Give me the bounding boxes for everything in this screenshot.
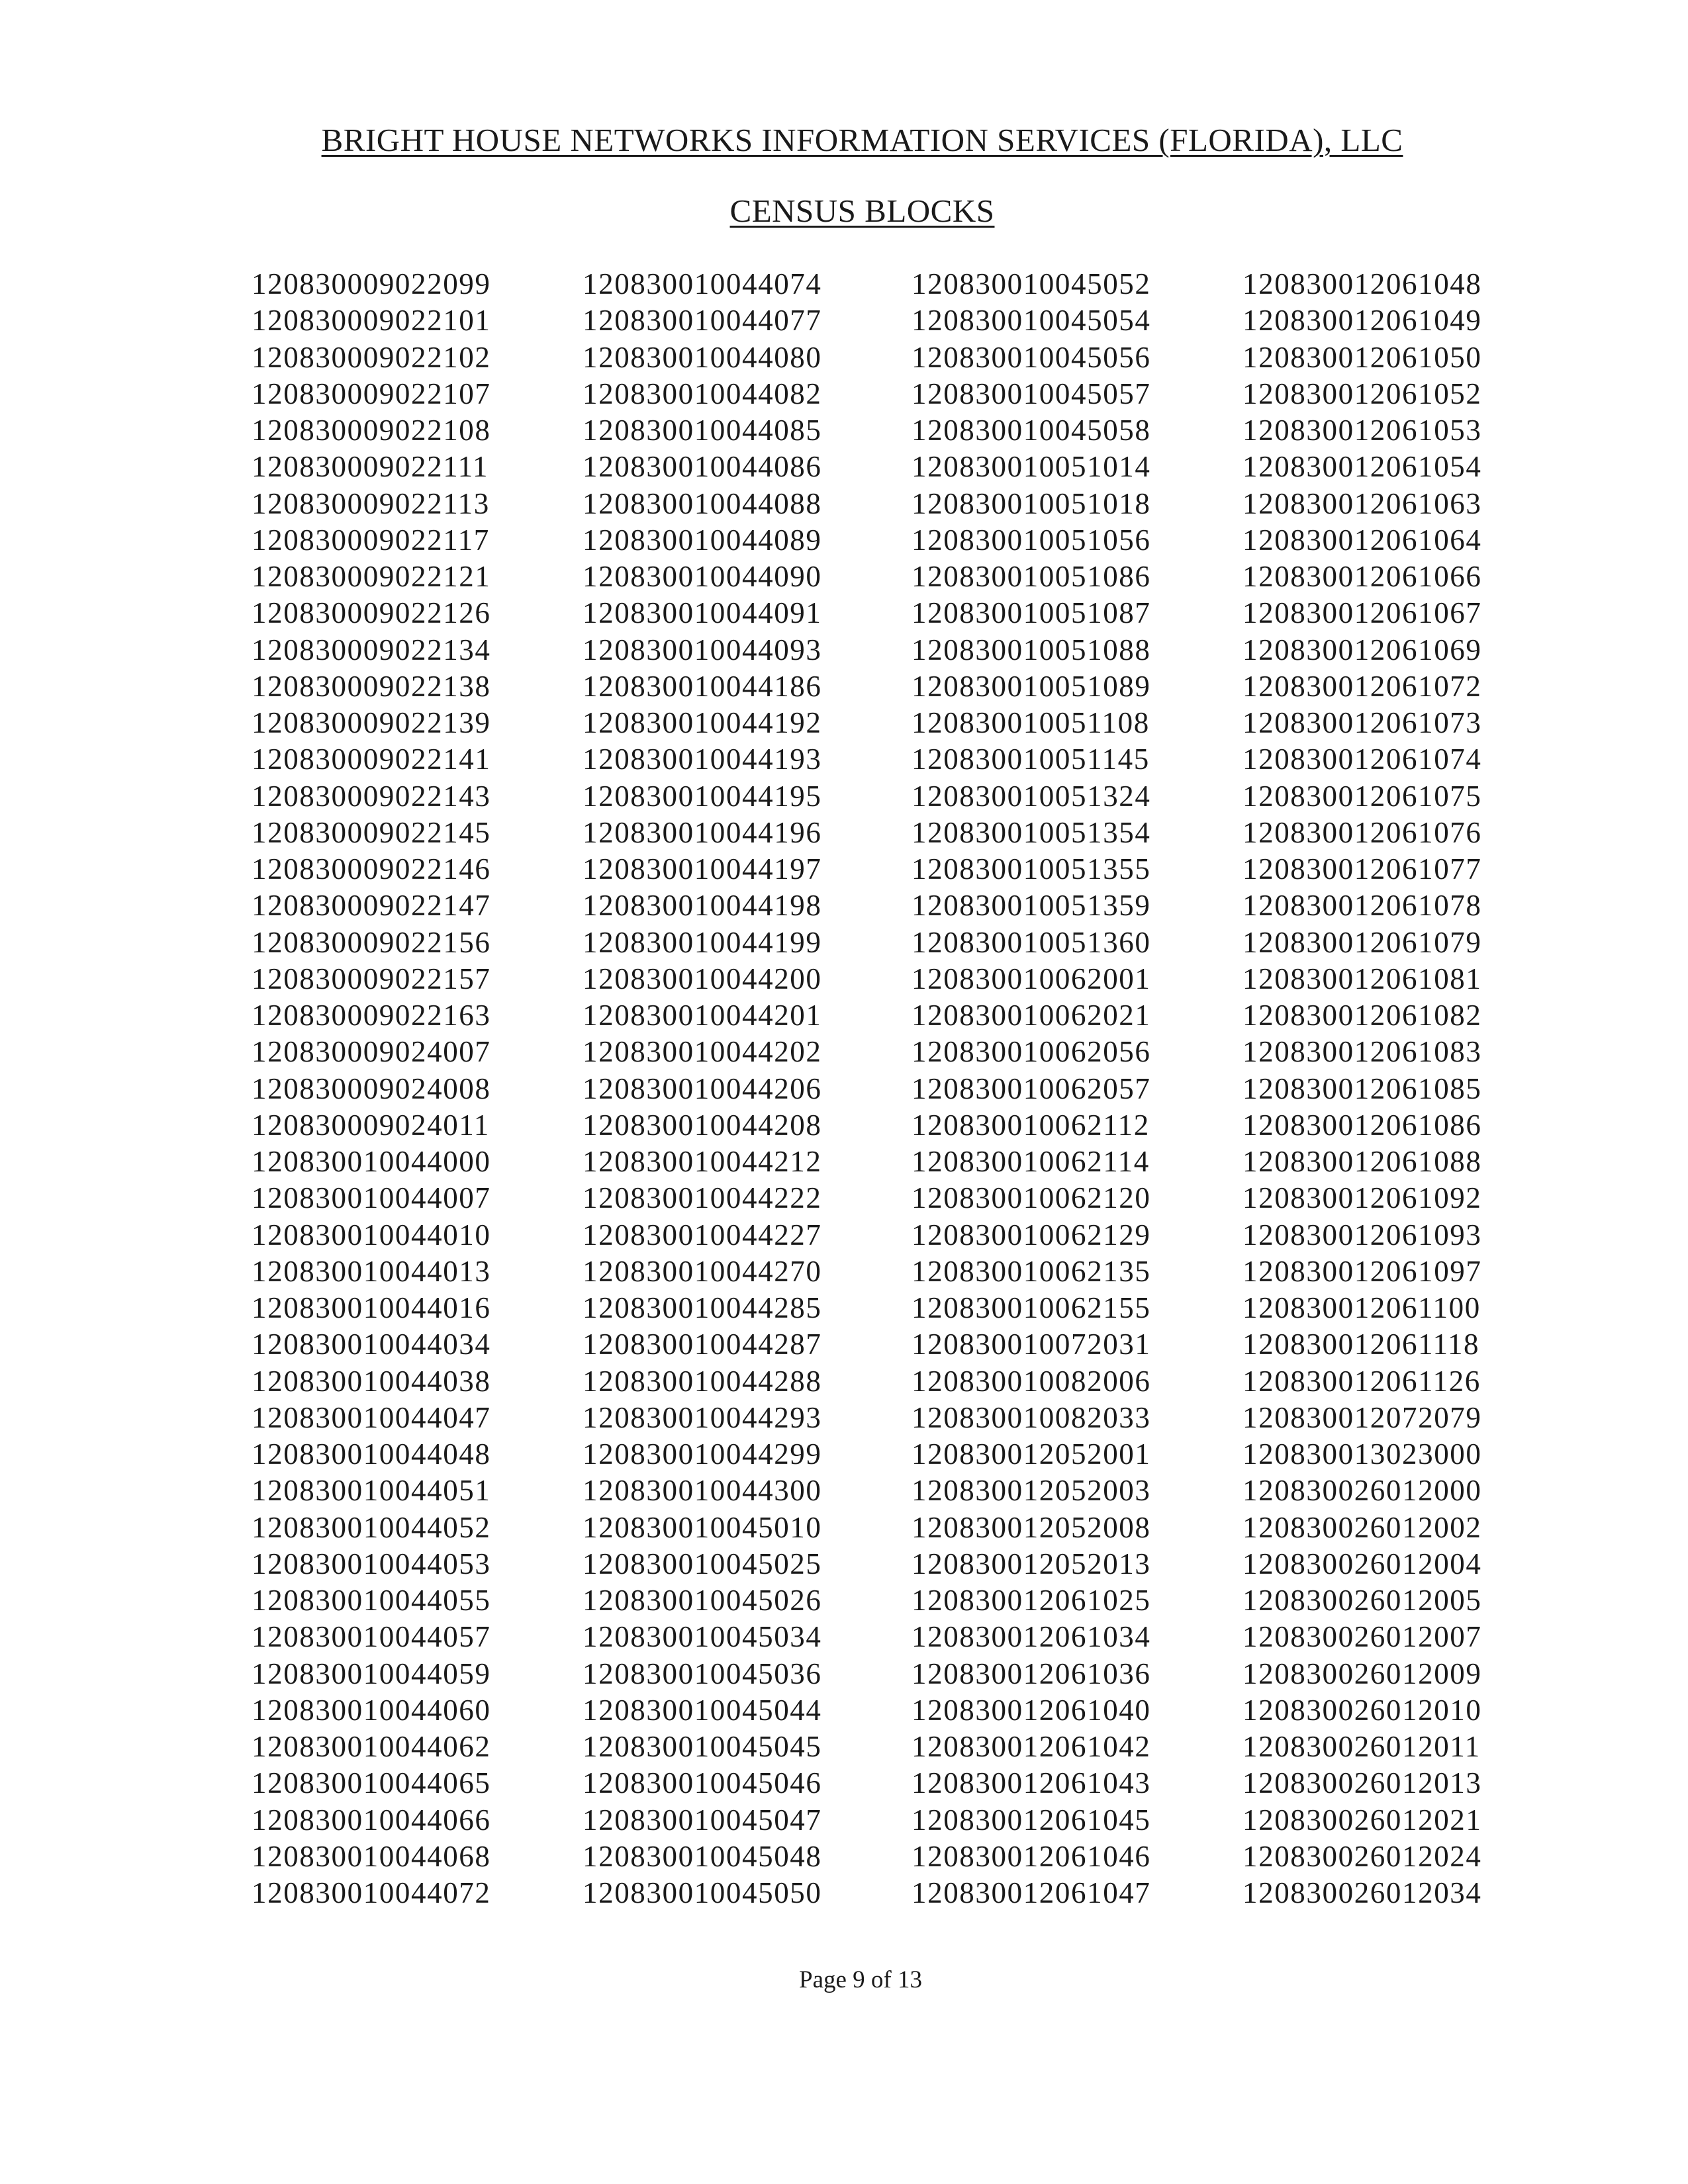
census-block-id: 120830012061097 (1243, 1254, 1482, 1288)
census-block-id: 120830010044059 (252, 1657, 491, 1690)
census-block-id: 120830010045054 (912, 304, 1151, 338)
census-block-id: 120830026012004 (1243, 1547, 1482, 1580)
census-block-id: 120830026012021 (1243, 1803, 1482, 1837)
census-block-id: 120830009022138 (252, 669, 491, 703)
census-block-id: 120830009022156 (252, 925, 491, 959)
census-block-id: 120830010044208 (583, 1108, 822, 1142)
census-block-id: 120830010062001 (912, 962, 1151, 995)
census-block-id: 120830012061043 (912, 1766, 1151, 1800)
census-block-id: 120830012061053 (1243, 414, 1482, 447)
census-block-id: 120830010045036 (583, 1657, 822, 1690)
census-block-id: 120830010045034 (583, 1620, 822, 1654)
census-block-id: 120830009022108 (252, 414, 491, 447)
census-block-id: 120830026012010 (1243, 1693, 1482, 1727)
census-block-id: 120830009024008 (252, 1071, 491, 1105)
census-block-id: 120830010044198 (583, 889, 822, 923)
census-block-id: 120830010051108 (912, 706, 1150, 739)
census-block-id: 120830009024007 (252, 1035, 491, 1069)
census-block-id: 120830010044227 (583, 1218, 822, 1251)
census-block-id: 120830010044048 (252, 1437, 491, 1471)
census-block-id: 120830010044197 (583, 852, 822, 886)
census-block-id: 120830012061048 (1243, 267, 1482, 300)
census-block-id: 120830026012009 (1243, 1657, 1482, 1690)
census-block-id: 120830010044080 (583, 340, 822, 374)
census-block-id: 120830012061034 (912, 1620, 1151, 1654)
census-block-id: 120830009022113 (252, 486, 490, 520)
census-block-id: 120830010044293 (583, 1400, 822, 1434)
census-block-id: 120830012061093 (1243, 1218, 1482, 1251)
census-block-id: 120830010044287 (583, 1328, 822, 1361)
census-block-id: 120830009022134 (252, 633, 491, 666)
census-block-id: 120830009022099 (252, 267, 491, 300)
census-block-id: 120830010051014 (912, 450, 1151, 484)
census-block-id: 120830010044212 (583, 1145, 822, 1178)
census-block-id: 120830010044082 (583, 377, 822, 410)
census-block-id: 120830010051018 (912, 486, 1151, 520)
census-block-column (252, 266, 491, 1911)
census-block-id: 120830009022126 (252, 596, 491, 630)
census-block-id: 120830009022145 (252, 815, 491, 849)
census-block-id: 120830010044206 (583, 1071, 822, 1105)
census-block-id: 120830012061092 (1243, 1181, 1482, 1215)
census-block-id: 120830010044088 (583, 486, 822, 520)
census-block-id: 120830012061050 (1243, 340, 1482, 374)
census-block-id: 120830010044200 (583, 962, 822, 995)
census-block-id: 120830012052013 (912, 1547, 1151, 1580)
census-block-id: 120830010051088 (912, 633, 1151, 666)
census-block-id: 120830010044057 (252, 1620, 491, 1654)
census-block-id: 120830010045048 (583, 1839, 822, 1873)
census-block-id: 120830010045047 (583, 1803, 822, 1837)
census-block-id: 120830012061073 (1243, 706, 1482, 739)
census-block-id: 120830010044202 (583, 1035, 822, 1069)
census-block-id: 120830010044077 (583, 304, 822, 338)
census-block-id: 120830012061118 (1243, 1328, 1480, 1361)
census-block-id: 120830010044299 (583, 1437, 822, 1471)
census-block-id: 120830012061045 (912, 1803, 1151, 1837)
census-block-id: 120830026012011 (1243, 1730, 1481, 1763)
census-block-id: 120830012061064 (1243, 523, 1482, 557)
census-block-id: 120830010044000 (252, 1145, 491, 1178)
census-block-id: 120830012061049 (1243, 304, 1482, 338)
census-block-id: 120830010044072 (252, 1876, 491, 1909)
census-block-id: 120830010044034 (252, 1328, 491, 1361)
census-block-id: 120830010062129 (912, 1218, 1151, 1251)
census-block-id: 120830010044201 (583, 999, 822, 1032)
census-block-id: 120830010044090 (583, 560, 822, 593)
census-block-id: 120830010044010 (252, 1218, 491, 1251)
census-block-id: 120830009022143 (252, 779, 491, 813)
census-block-id: 120830010044086 (583, 450, 822, 484)
census-block-id: 120830012061078 (1243, 889, 1482, 923)
census-block-id: 120830010044052 (252, 1510, 491, 1544)
census-block-id: 120830012061079 (1243, 925, 1482, 959)
census-block-id: 120830009022157 (252, 962, 491, 995)
census-block-id: 120830010044038 (252, 1364, 491, 1398)
census-block-id: 120830012061046 (912, 1839, 1151, 1873)
census-block-id: 120830010062112 (912, 1108, 1150, 1142)
census-block-id: 120830012061036 (912, 1657, 1151, 1690)
census-block-id: 120830010051360 (912, 925, 1151, 959)
census-block-id: 120830010051355 (912, 852, 1151, 886)
census-block-id: 120830012061040 (912, 1693, 1151, 1727)
census-block-id: 120830012061075 (1243, 779, 1482, 813)
census-block-id: 120830010045046 (583, 1766, 822, 1800)
census-block-id: 120830010062056 (912, 1035, 1151, 1069)
census-block-id: 120830012061047 (912, 1876, 1151, 1909)
census-block-id: 120830009022102 (252, 340, 491, 374)
census-block-id: 120830013023000 (1243, 1437, 1482, 1471)
census-block-id: 120830010051354 (912, 815, 1151, 849)
census-block-id: 120830012061100 (1243, 1291, 1481, 1324)
census-block-id: 120830010051056 (912, 523, 1151, 557)
census-block-id: 120830012061069 (1243, 633, 1482, 666)
census-block-id: 120830010045010 (583, 1510, 822, 1544)
census-block-id: 120830010044195 (583, 779, 822, 813)
census-block-id: 120830026012024 (1243, 1839, 1482, 1873)
census-block-id: 120830009022117 (252, 523, 490, 557)
census-block-id: 120830010082033 (912, 1400, 1151, 1434)
company-title: BRIGHT HOUSE NETWORKS INFORMATION SERVICES (FLORIDA), LLC (321, 122, 1403, 158)
census-block-id: 120830010051086 (912, 560, 1151, 593)
census-block-id: 120830012061025 (912, 1584, 1151, 1617)
census-block-id: 120830010044288 (583, 1364, 822, 1398)
census-block-column (1243, 266, 1482, 1911)
census-block-id: 120830010044066 (252, 1803, 491, 1837)
census-block-id: 120830010044186 (583, 669, 822, 703)
census-block-id: 120830010051145 (912, 743, 1150, 776)
census-block-id: 120830012061077 (1243, 852, 1482, 886)
census-block-id: 120830012061063 (1243, 486, 1482, 520)
census-block-id: 120830012061042 (912, 1730, 1151, 1763)
census-block-id: 120830010044089 (583, 523, 822, 557)
census-block-id: 120830012072079 (1243, 1400, 1482, 1434)
census-block-id: 120830012052003 (912, 1474, 1151, 1508)
census-block-id: 120830010044007 (252, 1181, 491, 1215)
census-block-id: 120830010045044 (583, 1693, 822, 1727)
census-block-id: 120830012061054 (1243, 450, 1482, 484)
census-block-id: 120830012061088 (1243, 1145, 1482, 1178)
census-block-id: 120830010044091 (583, 596, 822, 630)
census-block-id: 120830012061085 (1243, 1071, 1482, 1105)
census-block-id: 120830009022147 (252, 889, 491, 923)
census-block-id: 120830010044062 (252, 1730, 491, 1763)
census-block-id: 120830010051324 (912, 779, 1151, 813)
census-block-id: 120830009022141 (252, 743, 491, 776)
census-block-id: 120830009022163 (252, 999, 491, 1032)
census-block-id: 120830010044199 (583, 925, 822, 959)
census-block-id: 120830010044093 (583, 633, 822, 666)
census-block-id: 120830012061066 (1243, 560, 1482, 593)
census-block-id: 120830010044192 (583, 706, 822, 739)
census-block-id: 120830026012005 (1243, 1584, 1482, 1617)
census-block-id: 120830010044065 (252, 1766, 491, 1800)
census-block-column (912, 266, 1151, 1911)
census-block-id: 120830010044051 (252, 1474, 491, 1508)
census-block-id: 120830010044013 (252, 1254, 491, 1288)
census-block-id: 120830009024011 (252, 1108, 490, 1142)
census-block-id: 120830010044068 (252, 1839, 491, 1873)
census-block-id: 120830010045058 (912, 414, 1151, 447)
census-block-id: 120830026012002 (1243, 1510, 1482, 1544)
census-block-id: 120830010045026 (583, 1584, 822, 1617)
census-block-id: 120830012061067 (1243, 596, 1482, 630)
census-block-id: 120830026012013 (1243, 1766, 1482, 1800)
census-block-id: 120830012052001 (912, 1437, 1151, 1471)
census-block-id: 120830010044196 (583, 815, 822, 849)
census-block-id: 120830010044060 (252, 1693, 491, 1727)
census-block-id: 120830010045025 (583, 1547, 822, 1580)
census-block-id: 120830012061081 (1243, 962, 1482, 995)
census-block-id: 120830012061082 (1243, 999, 1482, 1032)
census-block-id: 120830010044222 (583, 1181, 822, 1215)
census-block-id: 120830012061076 (1243, 815, 1482, 849)
census-block-id: 120830010044193 (583, 743, 822, 776)
census-block-id: 120830010062114 (912, 1145, 1150, 1178)
census-block-id: 120830010062057 (912, 1071, 1151, 1105)
census-block-id: 120830009022146 (252, 852, 491, 886)
census-block-id: 120830010051089 (912, 669, 1151, 703)
census-block-id: 120830010044016 (252, 1291, 491, 1324)
census-block-id: 120830010044055 (252, 1584, 491, 1617)
census-block-id: 120830009022139 (252, 706, 491, 739)
census-block-id: 120830012061083 (1243, 1035, 1482, 1069)
census-block-id: 120830012061126 (1243, 1364, 1481, 1398)
census-block-id: 120830010045050 (583, 1876, 822, 1909)
census-block-id: 120830012061074 (1243, 743, 1482, 776)
census-block-id: 120830010044074 (583, 267, 822, 300)
census-block-id: 120830009022101 (252, 304, 491, 338)
census-block-id: 120830010082006 (912, 1364, 1151, 1398)
census-block-column (583, 266, 822, 1911)
census-block-id: 120830012061086 (1243, 1108, 1482, 1142)
census-block-id: 120830026012000 (1243, 1474, 1482, 1508)
census-block-id: 120830010045056 (912, 340, 1151, 374)
census-block-id: 120830010062135 (912, 1254, 1151, 1288)
census-block-id: 120830009022107 (252, 377, 491, 410)
census-block-id: 120830010045045 (583, 1730, 822, 1763)
census-block-id: 120830010051087 (912, 596, 1151, 630)
census-block-id: 120830010072031 (912, 1328, 1151, 1361)
census-block-id: 120830026012007 (1243, 1620, 1482, 1654)
census-block-id: 120830010044285 (583, 1291, 822, 1324)
census-block-id: 120830012061052 (1243, 377, 1482, 410)
census-block-id: 120830010045052 (912, 267, 1151, 300)
census-block-id: 120830010045057 (912, 377, 1151, 410)
census-block-id: 120830012052008 (912, 1510, 1151, 1544)
section-title: CENSUS BLOCKS (729, 193, 995, 229)
census-block-id: 120830010062155 (912, 1291, 1151, 1324)
census-block-id: 120830026012034 (1243, 1876, 1482, 1909)
census-block-id: 120830010044300 (583, 1474, 822, 1508)
census-block-id: 120830010051359 (912, 889, 1151, 923)
census-block-id: 120830010062021 (912, 999, 1151, 1032)
page-number: Page 9 of 13 (799, 1966, 922, 1993)
census-block-id: 120830010044053 (252, 1547, 491, 1580)
census-block-id: 120830012061072 (1243, 669, 1482, 703)
census-block-id: 120830010044085 (583, 414, 822, 447)
census-block-id: 120830009022121 (252, 560, 491, 593)
census-block-id: 120830010044270 (583, 1254, 822, 1288)
census-block-id: 120830009022111 (252, 450, 489, 484)
census-block-id: 120830010062120 (912, 1181, 1151, 1215)
census-block-id: 120830010044047 (252, 1400, 491, 1434)
